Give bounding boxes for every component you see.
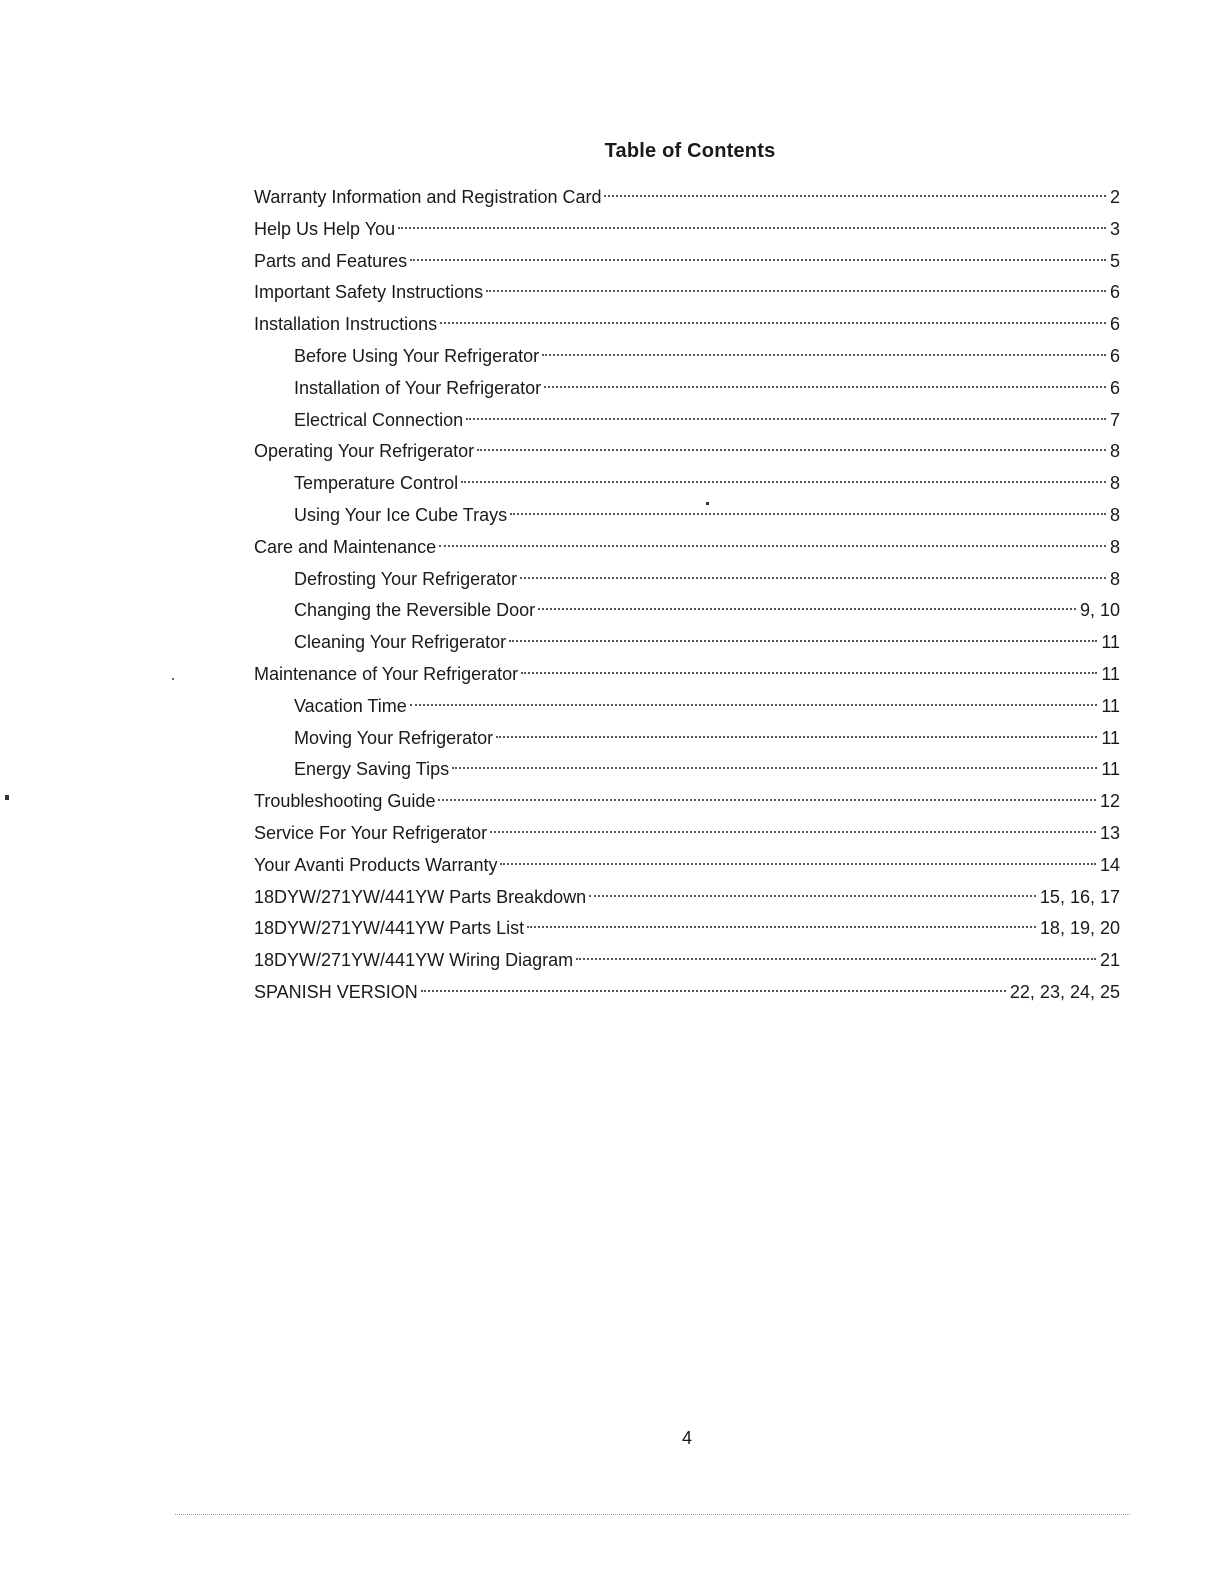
toc-entry [254,913,1120,945]
toc-entry-title: Important Safety Instructions [254,282,484,303]
toc-dot-leader [538,608,1076,610]
toc-entry-title: Operating Your Refrigerator [254,441,475,462]
toc-entry-title: Temperature Control [294,473,459,494]
toc-dot-leader [410,259,1106,261]
toc-entry-page: 11 [1101,695,1120,716]
toc-dot-leader [527,926,1036,928]
toc-dot-leader [500,863,1096,865]
toc-dot-leader [421,990,1006,992]
scan-speck [706,502,709,505]
toc-entry-page: 6 [1109,282,1120,303]
toc-entry [254,882,1120,914]
toc-entry-page: 6 [1109,345,1120,366]
toc-entry-title: Warranty Information and Registration Card [254,187,602,207]
toc-entry [254,818,1120,850]
toc-dot-leader [510,513,1106,515]
toc-entry-title: Service For Your Refrigerator [254,822,488,843]
toc-entry-title: Help Us Help You [254,218,396,239]
toc-entry [254,723,1120,755]
toc-entry-page: 13 [1099,822,1120,843]
toc-entry-title: Defrosting Your Refrigerator [294,568,518,589]
toc-entry-title: Installation of Your Refrigerator [294,377,542,398]
toc-entry-page: 6 [1109,314,1120,335]
toc-entry-page: 9, 10 [1079,600,1120,621]
toc-dot-leader [461,481,1106,483]
toc-dot-leader [466,418,1106,420]
toc-entry-page: 15, 16, 17 [1039,886,1120,907]
toc-entry-page: 3 [1109,218,1120,239]
scan-speck [172,678,174,680]
page-title: Table of Contents [604,140,776,162]
toc-entry-page: 8 [1109,568,1120,589]
toc-dot-leader [440,322,1106,324]
toc-entry [254,468,1120,500]
scan-speck [5,795,9,800]
toc-entry-title: Care and Maintenance [254,536,437,557]
toc-dot-leader [496,736,1097,738]
toc-entry-page: 8 [1109,536,1120,557]
toc-entry [254,341,1120,373]
toc-dot-leader [490,831,1096,833]
toc-entry-page: 18, 19, 20 [1039,918,1120,939]
toc-entry-title: Troubleshooting Guide [254,791,436,812]
toc-entry [254,786,1120,818]
toc-entry-page: 11 [1101,727,1120,748]
toc-entry-title: 18DYW/271YW/441YW Parts Breakdown [254,886,587,907]
toc-entry-page: 12 [1099,791,1120,812]
toc-entry-title: Changing the Reversible Door [294,600,536,621]
toc-entry-page: 6 [1109,377,1120,398]
toc-entry [254,627,1120,659]
toc-entry [254,691,1120,723]
toc-entry-page: 11 [1101,663,1120,684]
toc-entry-page: 5 [1109,250,1120,271]
toc-dot-leader [542,354,1106,356]
toc-dot-leader [477,449,1106,451]
toc-entry-title: Maintenance of Your Refrigerator [254,663,519,684]
toc-dot-leader [398,227,1106,229]
toc-entry-page: 14 [1099,854,1120,875]
toc-dot-leader [486,290,1106,292]
toc-dot-leader [544,386,1106,388]
toc-entry-title: Energy Saving Tips [294,759,450,780]
toc-entry [254,436,1120,468]
toc-entry-page: 8 [1109,504,1120,525]
toc-entry [254,182,1120,214]
toc-entry-title: Electrical Connection [294,409,464,430]
toc-dot-leader [604,195,1106,197]
toc-entry [254,405,1120,437]
toc-entry-title: SPANISH VERSION [254,981,418,1002]
toc-entry [254,246,1120,278]
toc-dot-leader [439,545,1106,547]
toc-entry-title: 18DYW/271YW/441YW Parts List [254,918,525,939]
toc-entry [254,945,1120,977]
toc-entry [254,564,1120,596]
toc-dot-leader [509,640,1097,642]
toc-entry [254,595,1120,627]
toc-entry [254,850,1120,882]
toc-entry [254,373,1120,405]
toc-entry [254,214,1120,246]
toc-entry [254,532,1120,564]
toc-dot-leader [452,767,1097,769]
toc-entry [254,659,1120,691]
toc-entry-title: Moving Your Refrigerator [294,727,494,748]
toc-dot-leader [576,958,1096,960]
toc-entry [254,277,1120,309]
toc-entry-title: Installation Instructions [254,314,438,335]
toc-dot-leader [410,704,1098,706]
toc-entry-title: Using Your Ice Cube Trays [294,504,508,525]
toc-entry-title: Your Avanti Products Warranty [254,854,498,875]
toc-entry-page: 7 [1109,409,1120,430]
toc-entry-page: 8 [1109,473,1120,494]
table-of-contents [254,182,1120,1009]
toc-entry-page: 22, 23, 24, 25 [1009,981,1120,1002]
toc-entry-page: 11 [1101,632,1120,653]
toc-entry-title: 18DYW/271YW/441YW Wiring Diagram [254,950,574,971]
scan-edge-noise [175,1514,1130,1515]
toc-entry-title: Parts and Features [254,250,408,271]
toc-entry-page: 2 [1109,187,1120,207]
toc-entry-page: 8 [1109,441,1120,462]
toc-dot-leader [520,577,1106,579]
toc-entry [254,309,1120,341]
toc-dot-leader [589,895,1036,897]
toc-entry-page: 11 [1101,759,1120,780]
toc-dot-leader [521,672,1097,674]
toc-entry-title: Vacation Time [294,695,407,716]
toc-entry-page: 21 [1099,950,1120,971]
toc-dot-leader [438,799,1096,801]
toc-entry [254,754,1120,786]
toc-entry-title: Before Using Your Refrigerator [294,345,540,366]
toc-entry [254,977,1120,1009]
toc-entry-title: Cleaning Your Refrigerator [294,632,507,653]
page-number: 4 [681,1428,692,1448]
toc-entry [254,500,1120,532]
